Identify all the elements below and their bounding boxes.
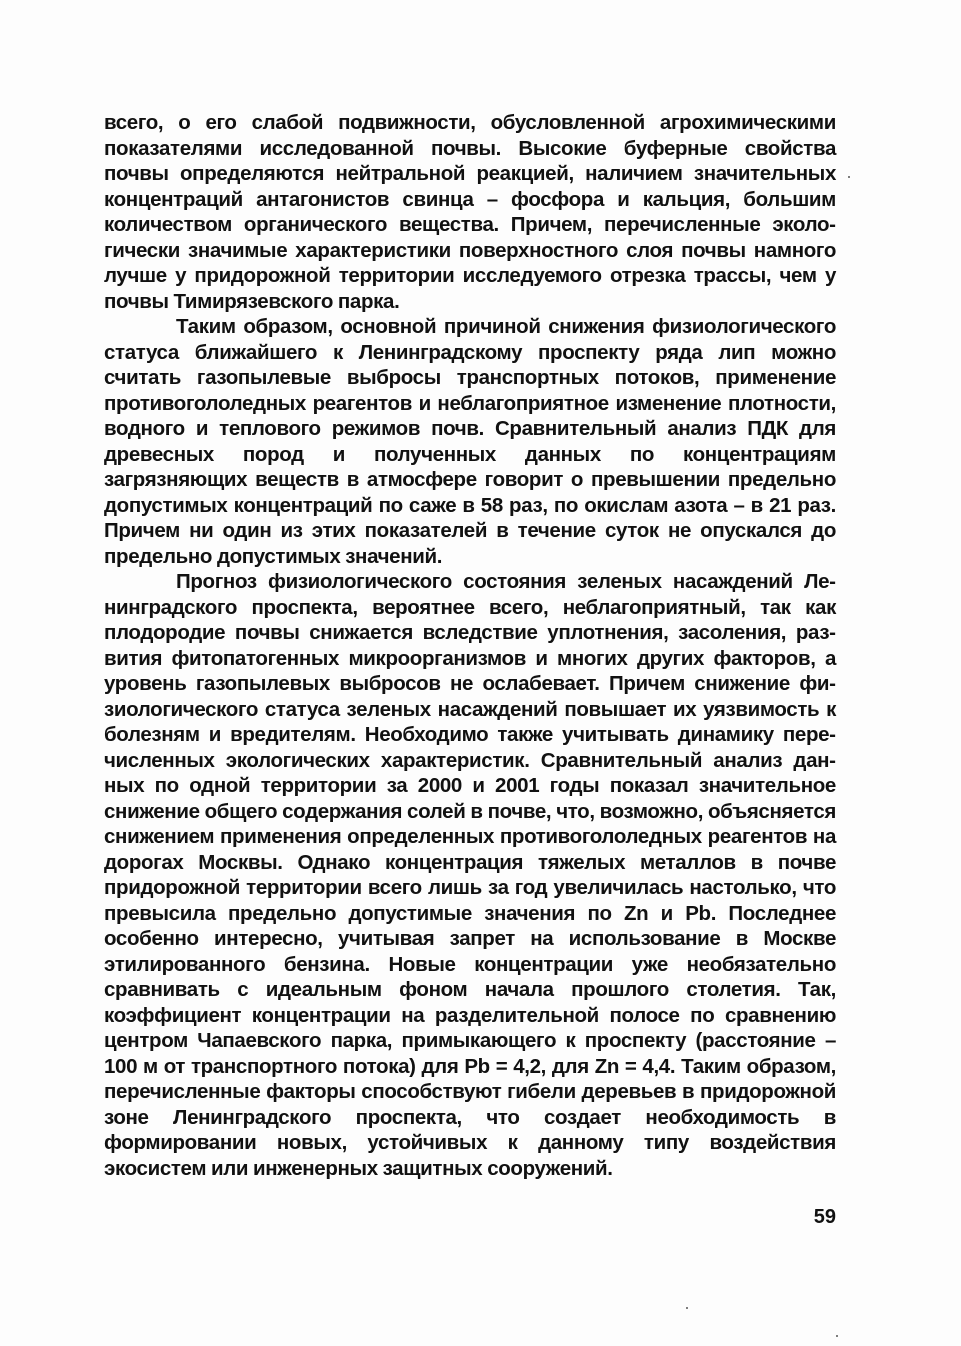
- body-text: [104, 110, 836, 1181]
- paragraph-2: Таким образом, основной причиной снижения физиологического статуса ближайшего к Ленинградскому проспекту ряда лип можно считать газопылевые выбросы транспортных потоков, применение противогололедных реагентов и неблагоприятное изменение плотности, водного и теплового режимов почв. Сравнительный анализ ПДК для древесных пород и полученных данных по концентрациям загрязняющих веществ в атмосфере говорит о превышении предельно допустимых концентраций по саже в 58 раз, по окислам азота – в 21 раз. Причем ни один из этих показателей в течение суток не опускался до предельно допустимых значений.: [104, 315, 836, 568]
- paragraph-3: Прогноз физиологического состояния зеленых насаждений Ленинградского проспекта, вероятнее всего, неблагоприятный, так как плодородие почвы снижается вследствие уплотнения, засоления, развития фитопатогенных микроорганизмов и многих других факторов, а уровень газопылевых выбросов не ослабевает. Причем снижение физиологического статуса зеленых насаждений повышает их уязвимость к болезням и вредителям. Необходимо также учитывать динамику перечисленных экологических характеристик. Сравнительный анализ данных по одной территории за 2000 и 2001 годы показал значительное снижение общего содержания солей в почве, что, возможно, объясняется снижением применения определенных противогололедных реагентов на дорогах Москвы. Однако концентрация тяжелых металлов в почве придорожной территории всего лишь за год увеличилась настолько, что превысила предельно допустимые значения по Zn и Pb. Последнее особенно интересно, учитывая запрет на использование в Москве этилированного бензина. Новые концентрации уже необязательно сравнивать с идеальным фоном начала прошлого столетия. Так, коэффициент концентрации на разделительной полосе по сравнению центром Чапаевского парка, примыкающего к проспекту (расстояние – 100 м от транспортного потока) для Pb = 4,2, для Zn = 4,4. Таким образом, перечисленные факторы способствуют гибели деревьев в придорожной зоне Ленинградского проспекта, что создает необходимость в формировании новых, устойчивых к данному типу воздействия экосистем или инженерных защитных сооружений.: [104, 570, 836, 1180]
- scan-speck: [686, 1307, 688, 1309]
- page-number: 59: [813, 1206, 836, 1228]
- scan-speck: [848, 176, 850, 178]
- scan-speck: [836, 1335, 838, 1337]
- paragraph-1: всего, о его слабой подвижности, обусловленной агрохимическими показателями исследованной почвы. Высокие буферные свойства почвы определяются нейтральной реакцией, наличием значительных концентраций антагонистов свинца – фосфора и кальция, большим количеством органического вещества. Причем, перечисленные экологически значимые характеристики поверхностного слоя почвы намного лучше у придорожной территории исследуемого отрезка трассы, чем у почвы Тимирязевского парка.: [104, 111, 836, 313]
